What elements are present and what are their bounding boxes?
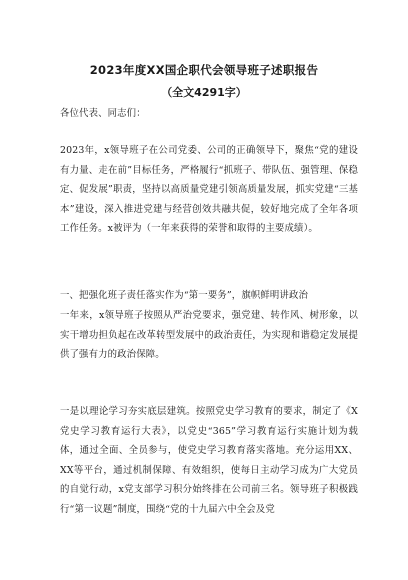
paragraph-2 [60, 306, 358, 365]
section-heading-1 [60, 286, 358, 306]
paragraph-3-text: 一是以理论学习夯实底层建筑。按照党史学习教育的要求，制定了《X党史学习教育运行大表》，以党史“365”学习教育运行实施计划为载体，通过全面、全员参与，使党史学习教育落实落地。充分运用XX、XX等平台，通过机制保障、有效组织，使每日主动学习成为广大党员的自觉行动，x党支部学习积分始终排在公司前三名。领导班子积极践行“第一议题”制度，围绕“党的十九届六中全会及党 [60, 406, 358, 515]
paragraph-2-text: 一年来，x领导班子按照从严治党要求，强党建、转作风、树形象，以实干增功担负起在改革转型发展中的政治责任，为实现和谐稳定发展提供了强有力的政治保障。 [60, 310, 358, 361]
greeting-line [60, 104, 358, 124]
greeting-text: 各位代表、同志们： [60, 108, 146, 119]
paragraph-3 [60, 402, 358, 520]
document-subtitle: （全文4291字） [161, 86, 247, 99]
section-heading-1-text: 一、把强化班子责任落实作为“第一要务”，旗帜鲜明讲政治 [60, 290, 309, 301]
paragraph-1-text: 2023年，x领导班子在公司党委、公司的正确领导下，聚焦“党的建设有力量、走在前”目标任务，严格履行“抓班子、带队伍、强管理、保稳定、促发展”职责，坚持以高质量党建引领高质量发展，抓实党建“三基本”建设，深入推进党建与经营创效共融共促，较好地完成了全年各项工作任务。x被评为（一年来获得的荣誉和取得的主要成绩）。 [60, 145, 358, 235]
paragraph-1 [60, 141, 358, 239]
document-title: 2023年度XX国企职代会领导班子述职报告 [89, 63, 319, 77]
